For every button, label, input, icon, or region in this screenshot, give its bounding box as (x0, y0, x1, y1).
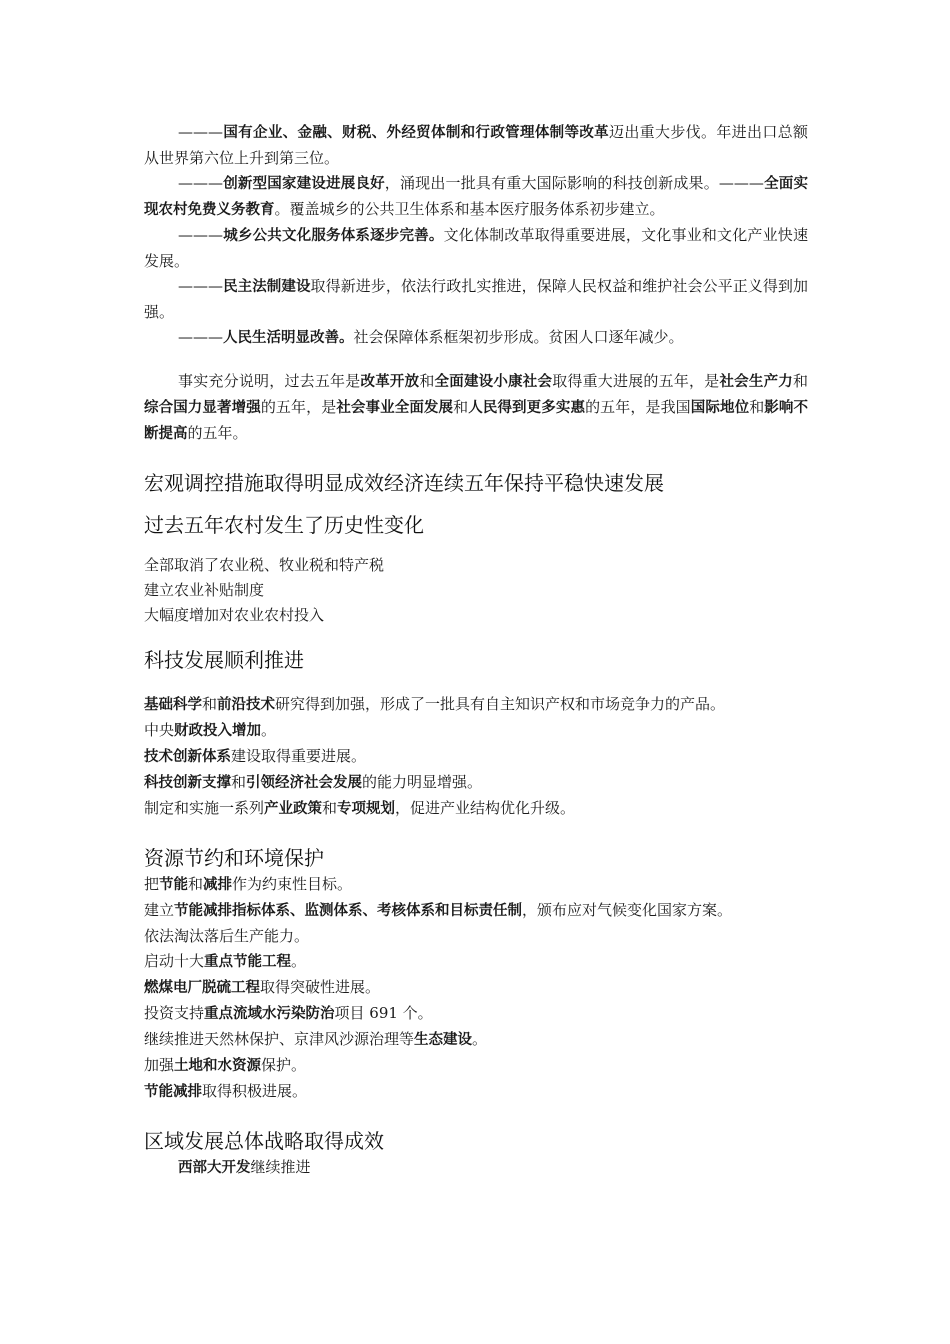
dash: — (748, 174, 764, 192)
bold-phrase: 燃煤电厂脱硫工程 (144, 980, 260, 996)
bold-phrase: 专项规划 (337, 801, 396, 817)
text: 。覆盖城乡的公共卫生体系和基本医疗服务体系初步建立。 (274, 200, 665, 218)
env-item-targets (144, 872, 808, 898)
text: 制定和实施一系列 (144, 799, 265, 817)
tech-item-science (144, 692, 808, 718)
text: 文化体制改革取得重要进展，文化事业和文化产业快速发展。 (144, 226, 808, 270)
bold-phrase: 国际地位 (690, 400, 750, 416)
text: 加强 (144, 1056, 175, 1074)
text: ，促进产业结构优化升级。 (395, 799, 576, 817)
text: 和 (322, 799, 338, 817)
text: 启动十大 (144, 952, 205, 970)
bold-phrase: 改革开放 (360, 374, 420, 390)
tech-item-finance (144, 718, 808, 744)
bold-phrase: 创新型国家建设进展良好 (223, 176, 385, 192)
bold-phrase: 引领经济社会发展 (246, 775, 363, 791)
reform-item-culture (144, 223, 808, 274)
tech-item-system (144, 744, 808, 770)
bold-phrase: 影响不断提高 (144, 400, 808, 442)
text: 继续推进天然林保护、京津风沙源治理等 (144, 1030, 415, 1048)
heading-rural-change: 过去五年农村发生了历史性变化 (144, 513, 424, 537)
text: 和 (453, 398, 469, 416)
bold-phrase: 节能减排 (144, 1084, 202, 1100)
env-item-system (144, 898, 808, 924)
bold-phrase: 民主法制建设 (223, 279, 311, 295)
env-item-land (144, 1053, 808, 1079)
bold-phrase: 国有企业、金融、财税、外经贸体制和行政管理体制等改革 (223, 125, 609, 141)
text: 和 (749, 398, 765, 416)
bold-phrase: 减排 (203, 877, 233, 893)
bold-phrase: 城乡公共文化服务体系逐步完善。 (223, 228, 444, 244)
text: 。 (472, 1030, 488, 1048)
bold-phrase: 人民得到更多实惠 (468, 400, 586, 416)
text: 投资支持 (144, 1004, 205, 1022)
document-page (144, 120, 808, 1181)
tech-item-policy (144, 796, 808, 822)
text: 。 (261, 721, 277, 739)
text: 研究得到加强，形成了一批具有自主知识产权和市场竞争力的产品。 (275, 695, 726, 713)
heading-macro-control: 宏观调控措施取得明显成效经济连续五年保持平稳快速发展 (144, 471, 664, 495)
reform-item-innovation (144, 171, 808, 223)
text: 的五年。 (187, 424, 248, 442)
bold-phrase: 重点流域水污染防治 (204, 1006, 335, 1022)
text: 保护。 (261, 1056, 307, 1074)
bold-phrase: 社会事业全面发展 (336, 400, 454, 416)
text: 和 (419, 372, 435, 390)
text: 取得重大进展的五年，是 (552, 372, 720, 390)
summary-paragraph (144, 369, 808, 447)
bold-phrase: 社会生产力 (719, 374, 793, 390)
env-item-projects (144, 949, 808, 975)
bold-phrase: 重点节能工程 (204, 954, 292, 970)
bold-phrase: 科技创新支撑 (144, 775, 231, 791)
rural-item-tax: 全部取消了农业税、牧业税和特产税 (144, 556, 385, 574)
reform-item-democracy (144, 274, 808, 325)
bold-phrase: 人民生活明显改善。 (223, 330, 354, 346)
bold-phrase: 节能 (159, 877, 189, 893)
region-item-west (144, 1155, 808, 1181)
text: 和 (202, 695, 218, 713)
dash: ——— (178, 328, 223, 346)
dash: ——— (178, 226, 223, 244)
text: 社会保障体系框架初步形成。贫困人口逐年减少。 (353, 328, 684, 346)
text: ，涌现出一批具有重大国际影响的科技创新成果。—— (384, 174, 749, 192)
env-item-ecology (144, 1027, 808, 1053)
text: 和 (792, 372, 808, 390)
text: 事实充分说明，过去五年是 (178, 372, 361, 390)
text: 迈出重大步伐。年进出口总额从世界第六位上升到第三位。 (144, 123, 808, 167)
env-item-progress (144, 1079, 808, 1105)
dash: ——— (178, 174, 223, 192)
bold-phrase: 基础科学 (144, 697, 202, 713)
text: 建立 (144, 901, 175, 919)
bold-phrase: 财政投入增加 (174, 723, 262, 739)
env-item-eliminate: 依法淘汰落后生产能力。 (144, 927, 310, 945)
bold-phrase: 土地和水资源 (174, 1058, 262, 1074)
bold-phrase: 节能减排指标体系、监测体系、考核体系和目标责任制 (174, 903, 523, 919)
text: 和 (188, 875, 204, 893)
bold-phrase: 综合国力显著增强 (144, 400, 261, 416)
text: 取得积极进展。 (202, 1082, 308, 1100)
text: 的五年，是 (260, 398, 337, 416)
text: 继续推进 (250, 1158, 311, 1176)
text: 的能力明显增强。 (362, 773, 483, 791)
text: 项目 691 个。 (334, 1004, 433, 1022)
heading-tech: 科技发展顺利推进 (144, 648, 304, 672)
bold-phrase: 前沿技术 (217, 697, 276, 713)
text: 建设取得重要进展。 (231, 747, 367, 765)
text: 和 (231, 773, 247, 791)
env-item-desulfurization (144, 975, 808, 1001)
reform-item-livelihood (144, 325, 808, 351)
heading-environment: 资源节约和环境保护 (144, 846, 324, 870)
text: 作为约束性目标。 (232, 875, 353, 893)
dash: ——— (178, 123, 223, 141)
bold-phrase: 西部大开发 (178, 1160, 251, 1176)
text: 取得突破性进展。 (260, 978, 381, 996)
text: ，颁布应对气候变化国家方案。 (522, 901, 733, 919)
text: 把 (144, 875, 160, 893)
text: 的五年，是我国 (585, 398, 691, 416)
rural-item-investment: 大幅度增加对农业农村投入 (144, 606, 325, 624)
reform-item-enterprise (144, 120, 808, 171)
tech-item-support (144, 770, 808, 796)
text: 。 (291, 952, 307, 970)
bold-phrase: 技术创新体系 (144, 749, 231, 765)
dash: ——— (178, 277, 223, 295)
rural-item-subsidy: 建立农业补贴制度 (144, 581, 265, 599)
env-item-water (144, 1001, 808, 1027)
bold-phrase: 生态建设 (414, 1032, 473, 1048)
bold-phrase: 产业政策 (264, 801, 323, 817)
bold-phrase: 全面实现农村免费义务教育 (144, 176, 808, 218)
bold-phrase: 全面建设小康社会 (434, 374, 553, 390)
text: 中央 (144, 721, 175, 739)
text: 取得新进步，依法行政扎实推进，保障人民权益和维护社会公平正义得到加强。 (144, 277, 808, 321)
heading-region: 区域发展总体战略取得成效 (144, 1129, 384, 1153)
